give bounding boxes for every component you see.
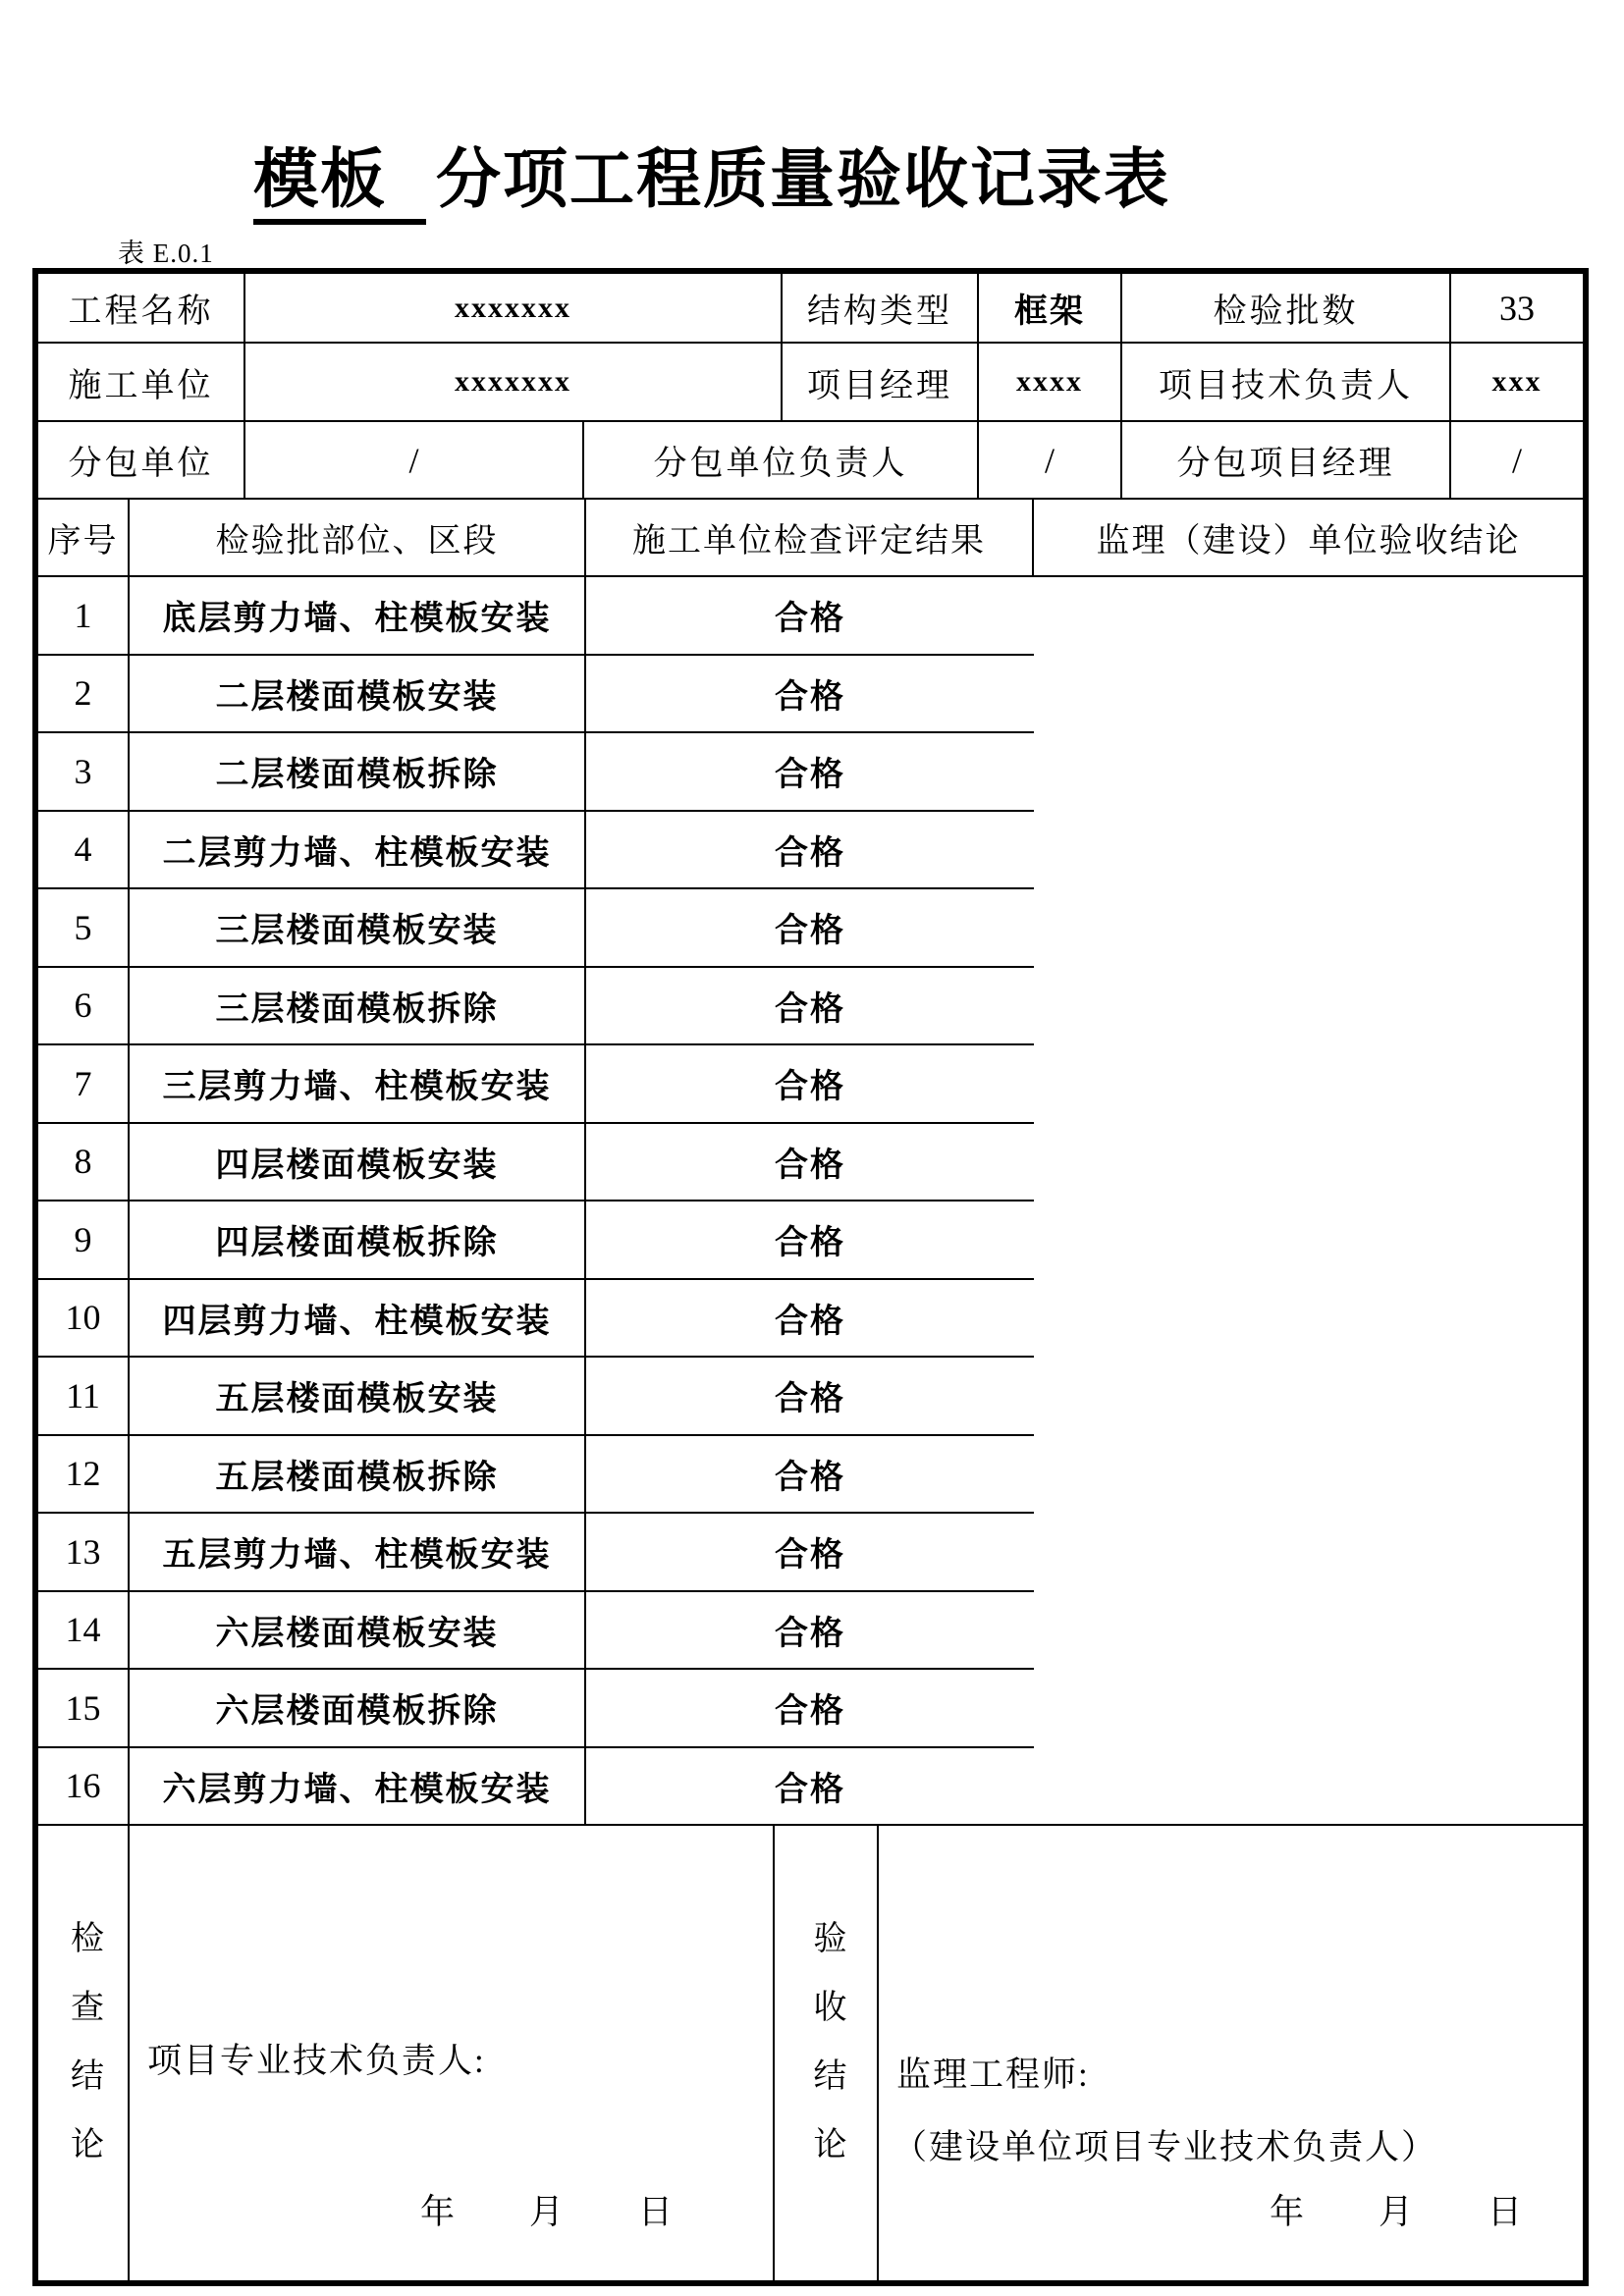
table-row xyxy=(38,1201,1034,1280)
row-batch-location: 六层楼面模板安装 xyxy=(130,1592,586,1669)
subcontract-manager-label: 分包项目经理 xyxy=(1122,422,1451,498)
info-row-contractor xyxy=(38,344,1583,422)
row-batch-location: 五层剪力墙、柱模板安装 xyxy=(130,1514,586,1590)
row-check-result: 合格 xyxy=(775,834,845,872)
table-row xyxy=(38,889,1034,968)
row-check-result: 合格 xyxy=(775,1225,845,1262)
table-row xyxy=(38,1514,1034,1592)
row-check-result: 合格 xyxy=(775,1771,845,1808)
row-check-result: 合格 xyxy=(775,1147,845,1184)
table-row xyxy=(38,1748,1034,1825)
row-seq-no: 6 xyxy=(38,968,130,1044)
row-batch-location: 三层楼面模板安装 xyxy=(130,889,586,966)
row-check-result: 合格 xyxy=(775,601,845,638)
table-row xyxy=(38,1436,1034,1515)
tech-director-value: xxx xyxy=(1491,365,1543,398)
page-title xyxy=(253,143,1170,225)
row-seq-no: 10 xyxy=(38,1280,130,1357)
row-seq-no: 15 xyxy=(38,1670,130,1746)
title-main: 分项工程质量验收记录表 xyxy=(436,142,1170,215)
table-row xyxy=(38,968,1034,1046)
row-check-result: 合格 xyxy=(775,1069,845,1106)
row-batch-location: 四层剪力墙、柱模板安装 xyxy=(130,1280,586,1357)
batch-count-label: 检验批数 xyxy=(1122,274,1451,342)
row-seq-no: 13 xyxy=(38,1514,130,1590)
row-seq-no: 9 xyxy=(38,1201,130,1278)
info-row-project xyxy=(38,274,1583,344)
accept-conclusion-label-cell xyxy=(775,1826,879,2280)
grid-rows xyxy=(38,577,1034,1824)
row-batch-location: 六层楼面模板拆除 xyxy=(130,1670,586,1746)
row-seq-no: 3 xyxy=(38,733,130,810)
row-check-result: 合格 xyxy=(775,1459,845,1496)
project-name-value: xxxxxxx xyxy=(245,274,783,342)
row-check-result: 合格 xyxy=(775,1381,845,1418)
row-batch-location: 五层楼面模板拆除 xyxy=(130,1436,586,1513)
contractor-label: 施工单位 xyxy=(38,344,245,420)
table-row xyxy=(38,733,1034,812)
row-batch-location: 二层楼面模板安装 xyxy=(130,656,586,732)
project-manager-label: 项目经理 xyxy=(783,344,979,420)
supervisor-conclusion-cell xyxy=(1034,577,1583,1824)
row-seq-no: 5 xyxy=(38,889,130,966)
row-check-result: 合格 xyxy=(775,678,845,716)
subcontractor-head-label: 分包单位负责人 xyxy=(584,422,979,498)
project-name-label: 工程名称 xyxy=(38,274,245,342)
subcontractor-label: 分包单位 xyxy=(38,422,245,498)
row-batch-location: 底层剪力墙、柱模板安装 xyxy=(130,577,586,654)
table-row xyxy=(38,1280,1034,1359)
row-seq-no: 2 xyxy=(38,656,130,732)
table-row xyxy=(38,1358,1034,1436)
row-batch-location: 二层剪力墙、柱模板安装 xyxy=(130,812,586,888)
header-batch-location: 检验批部位、区段 xyxy=(130,500,586,575)
table-row xyxy=(38,577,1034,656)
row-seq-no: 8 xyxy=(38,1124,130,1201)
accept-conclusion-content xyxy=(879,1826,1583,2280)
row-seq-no: 11 xyxy=(38,1358,130,1434)
table-row xyxy=(38,656,1034,734)
row-check-result: 合格 xyxy=(775,757,845,794)
table-row xyxy=(38,1592,1034,1671)
row-check-result: 合格 xyxy=(775,1537,845,1575)
row-seq-no: 7 xyxy=(38,1045,130,1122)
subcontractor-head-value: / xyxy=(979,422,1122,498)
accept-signer-label: 监理工程师: xyxy=(896,2056,1090,2094)
accept-conclusion-label: 验收结论 xyxy=(808,1919,844,2195)
record-table xyxy=(32,268,1589,2286)
row-check-result: 合格 xyxy=(775,1615,845,1652)
row-batch-location: 四层楼面模板安装 xyxy=(130,1124,586,1201)
contractor-value: xxxxxxx xyxy=(245,344,783,420)
table-row xyxy=(38,812,1034,890)
row-check-result: 合格 xyxy=(775,913,845,950)
row-batch-location: 四层楼面模板拆除 xyxy=(130,1201,586,1278)
row-batch-location: 二层楼面模板拆除 xyxy=(130,733,586,810)
check-conclusion-label-cell xyxy=(38,1826,130,2280)
grid-body xyxy=(38,577,1583,1826)
header-supervisor-result: 监理（建设）单位验收结论 xyxy=(1096,523,1521,560)
row-check-result: 合格 xyxy=(775,990,845,1028)
conclusion-section xyxy=(38,1826,1583,2280)
structure-type-label: 结构类型 xyxy=(783,274,979,342)
accept-date-line: 年 月 日 xyxy=(1269,2193,1524,2231)
row-seq-no: 14 xyxy=(38,1592,130,1669)
row-seq-no: 4 xyxy=(38,812,130,888)
row-seq-no: 12 xyxy=(38,1436,130,1513)
project-manager-value: xxxx xyxy=(979,344,1122,420)
row-seq-no: 16 xyxy=(38,1748,130,1825)
info-row-subcontractor xyxy=(38,422,1583,500)
table-code-label: 表 E.0.1 xyxy=(118,239,214,268)
table-row xyxy=(38,1670,1034,1748)
tech-director-label: 项目技术负责人 xyxy=(1122,344,1451,420)
batch-count-value: 33 xyxy=(1499,288,1535,328)
check-signer-label: 项目专业技术负责人: xyxy=(147,2042,486,2080)
subcontractor-value: / xyxy=(245,422,584,498)
accept-signer-note: （建设单位项目专业技术负责人） xyxy=(893,2128,1438,2166)
title-blank-underlined: 模板 xyxy=(253,143,426,225)
row-batch-location: 六层剪力墙、柱模板安装 xyxy=(130,1748,586,1825)
table-row xyxy=(38,1124,1034,1202)
header-contractor-result: 施工单位检查评定结果 xyxy=(586,500,1034,575)
row-batch-location: 五层楼面模板安装 xyxy=(130,1358,586,1434)
grid-header-row xyxy=(38,500,1583,577)
header-seq-no: 序号 xyxy=(38,500,130,575)
table-row xyxy=(38,1045,1034,1124)
check-date-line: 年 月 日 xyxy=(419,2193,675,2231)
row-seq-no: 1 xyxy=(38,577,130,654)
subcontract-manager-value: / xyxy=(1511,440,1522,480)
check-conclusion-label: 检查结论 xyxy=(65,1919,102,2195)
row-check-result: 合格 xyxy=(775,1303,845,1340)
row-batch-location: 三层剪力墙、柱模板安装 xyxy=(130,1045,586,1122)
row-batch-location: 三层楼面模板拆除 xyxy=(130,968,586,1044)
check-conclusion-content xyxy=(130,1826,775,2280)
structure-type-value: 框架 xyxy=(979,274,1122,342)
row-check-result: 合格 xyxy=(775,1693,845,1731)
